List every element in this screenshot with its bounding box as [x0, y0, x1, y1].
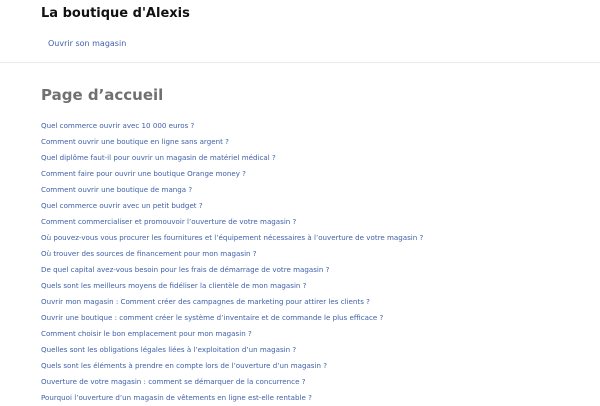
list-item	[41, 115, 581, 131]
page-title: Page d’accueil	[41, 86, 164, 104]
list-item	[41, 371, 581, 387]
article-link[interactable]: Quels sont les meilleurs moyens de fidéliser la clientèle de mon magasin ?	[41, 281, 307, 290]
article-link[interactable]: Quel diplôme faut-il pour ouvrir un magasin de matériel médical ?	[41, 153, 276, 162]
site-title[interactable]: La boutique d'Alexis	[41, 6, 190, 21]
article-list	[41, 115, 581, 403]
list-item	[41, 227, 581, 243]
list-item	[41, 355, 581, 371]
list-item	[41, 131, 581, 147]
list-item	[41, 323, 581, 339]
list-item	[41, 259, 581, 275]
list-item	[41, 243, 581, 259]
article-link[interactable]: Où pouvez-vous vous procurer les fournitures et l’équipement nécessaires à l’ouverture de votre magasin ?	[41, 233, 424, 242]
article-link[interactable]: Comment faire pour ouvrir une boutique Orange money ?	[41, 169, 246, 178]
list-item	[41, 179, 581, 195]
list-item	[41, 307, 581, 323]
site-header	[0, 0, 600, 63]
article-link[interactable]: Comment ouvrir une boutique en ligne sans argent ?	[41, 137, 229, 146]
list-item	[41, 291, 581, 307]
list-item	[41, 195, 581, 211]
article-link[interactable]: Ouvrir une boutique : comment créer le système d’inventaire et de commande le plus efficace ?	[41, 313, 384, 322]
list-item	[41, 211, 581, 227]
article-link[interactable]: Quel commerce ouvrir avec 10 000 euros ?	[41, 121, 195, 130]
list-item	[41, 147, 581, 163]
article-link[interactable]: Ouverture de votre magasin : comment se démarquer de la concurrence ?	[41, 377, 306, 386]
list-item	[41, 275, 581, 291]
list-item	[41, 387, 581, 403]
article-link[interactable]: Comment ouvrir une boutique de manga ?	[41, 185, 193, 194]
main-content	[41, 84, 581, 403]
article-link[interactable]: De quel capital avez-vous besoin pour les frais de démarrage de votre magasin ?	[41, 265, 330, 274]
article-link[interactable]: Comment choisir le bon emplacement pour mon magasin ?	[41, 329, 252, 338]
article-link[interactable]: Où trouver des sources de financement pour mon magasin ?	[41, 249, 257, 258]
list-item	[41, 163, 581, 179]
article-link[interactable]: Ouvrir mon magasin : Comment créer des campagnes de marketing pour attirer les clients ?	[41, 297, 370, 306]
article-link[interactable]: Pourquoi l’ouverture d’un magasin de vêtements en ligne est-elle rentable ?	[41, 393, 312, 402]
article-link[interactable]: Quelles sont les obligations légales liées à l’exploitation d’un magasin ?	[41, 345, 297, 354]
nav-link-open-shop[interactable]: Ouvrir son magasin	[48, 39, 127, 48]
article-link[interactable]: Quel commerce ouvrir avec un petit budget ?	[41, 201, 203, 210]
list-item	[41, 339, 581, 355]
article-link[interactable]: Comment commercialiser et promouvoir l’ouverture de votre magasin ?	[41, 217, 297, 226]
article-link[interactable]: Quels sont les éléments à prendre en compte lors de l’ouverture d’un magasin ?	[41, 361, 327, 370]
